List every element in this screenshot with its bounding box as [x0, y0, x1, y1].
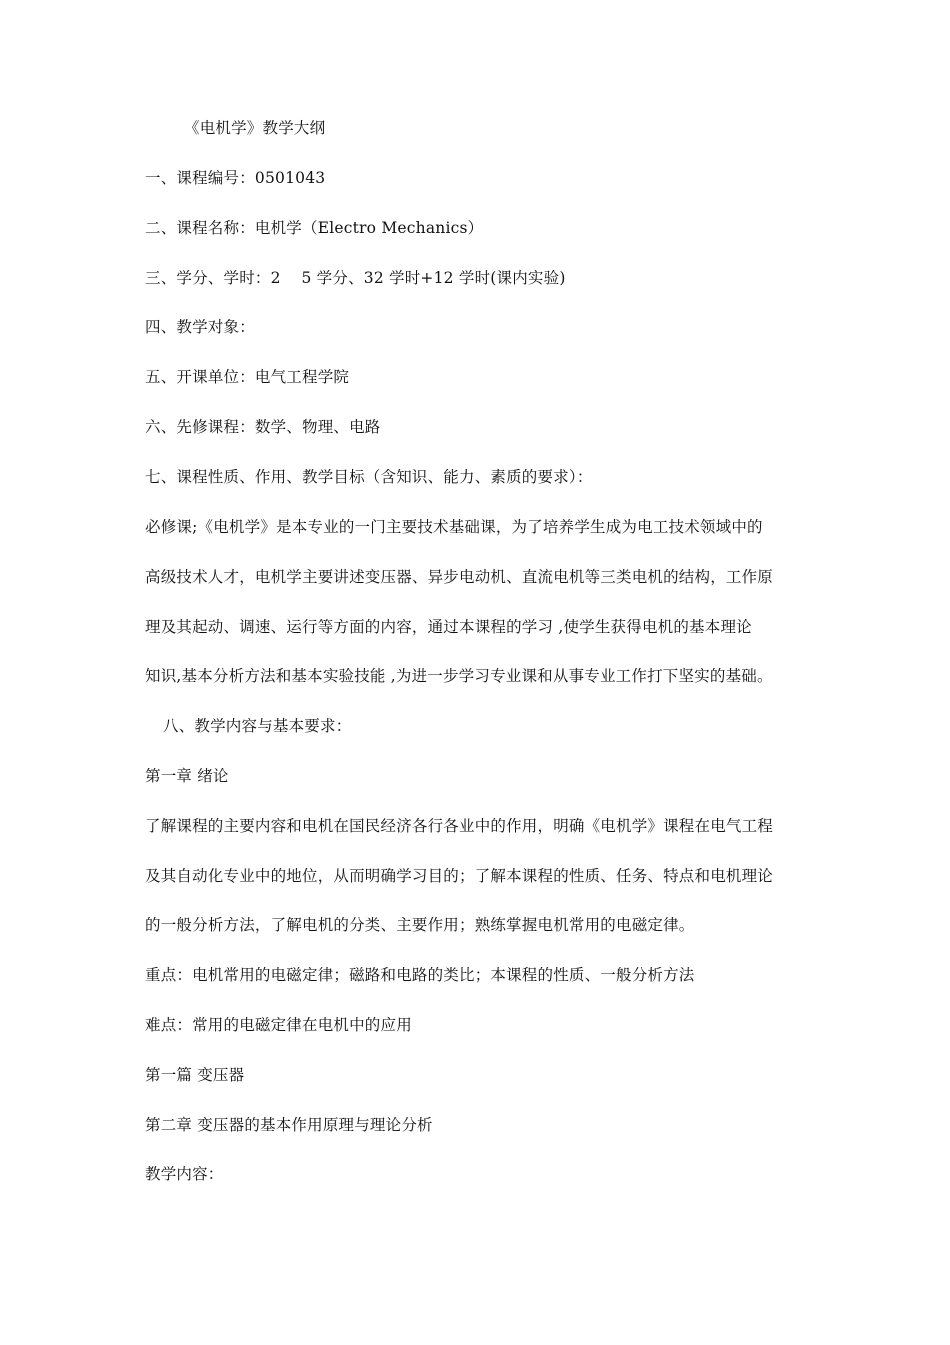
- chapter2-heading: 第二章 变压器的基本作用原理与理论分析: [145, 1116, 433, 1134]
- prerequisites: 六、先修课程：数学、物理、电路: [145, 418, 381, 436]
- teaching-content-label: 教学内容：: [145, 1165, 224, 1183]
- course-nature-heading: 七、课程性质、作用、教学目标（含知识、能力、素质的要求）：: [145, 468, 593, 486]
- section8-heading: 八、教学内容与基本要求：: [163, 717, 352, 735]
- chapter1-paragraph-line: 的一般分析方法，了解电机的分类、主要作用；熟练掌握电机常用的电磁定律。: [145, 916, 695, 934]
- credits-hours: 三、学分、学时：2 5 学分、32 学时+12 学时(课内实验): [145, 269, 566, 287]
- teaching-audience: 四、教学对象：: [145, 318, 255, 336]
- chapter1-paragraph-line: 及其自动化专业中的地位，从而明确学习目的；了解本课程的性质、任务、特点和电机理论: [145, 867, 774, 885]
- difficulties: 难点：常用的电磁定律在电机中的应用: [145, 1016, 412, 1034]
- course-nature-paragraph-line: 理及其起动、调速、运行等方面的内容，通过本课程的学习 ,使学生获得电机的基本理论: [145, 618, 752, 636]
- course-nature-paragraph-line: 必修课;《电机学》是本专业的一门主要技术基础课，为了培养学生成为电工技术领域中的: [145, 518, 763, 536]
- course-nature-paragraph-line: 高级技术人才，电机学主要讲述变压器、异步电动机、直流电机等三类电机的结构，工作原: [145, 568, 774, 586]
- chapter1-paragraph-line: 了解课程的主要内容和电机在国民经济各行各业中的作用，明确《电机学》课程在电气工程: [145, 817, 774, 835]
- offering-unit: 五、开课单位：电气工程学院: [145, 368, 350, 386]
- document-title: 《电机学》教学大纲: [184, 119, 326, 137]
- course-nature-paragraph-line: 知识,基本分析方法和基本实验技能 ,为进一步学习专业课和从事专业工作打下坚实的基础。: [145, 667, 773, 685]
- course-code: 一、课程编号：0501043: [145, 169, 326, 187]
- chapter1-heading: 第一章 绪论: [145, 767, 229, 785]
- course-name: 二、课程名称：电机学（Electro Mechanics）: [145, 219, 484, 237]
- key-points: 重点：电机常用的电磁定律；磁路和电路的类比；本课程的性质、一般分析方法: [145, 966, 695, 984]
- part1-heading: 第一篇 变压器: [145, 1066, 245, 1084]
